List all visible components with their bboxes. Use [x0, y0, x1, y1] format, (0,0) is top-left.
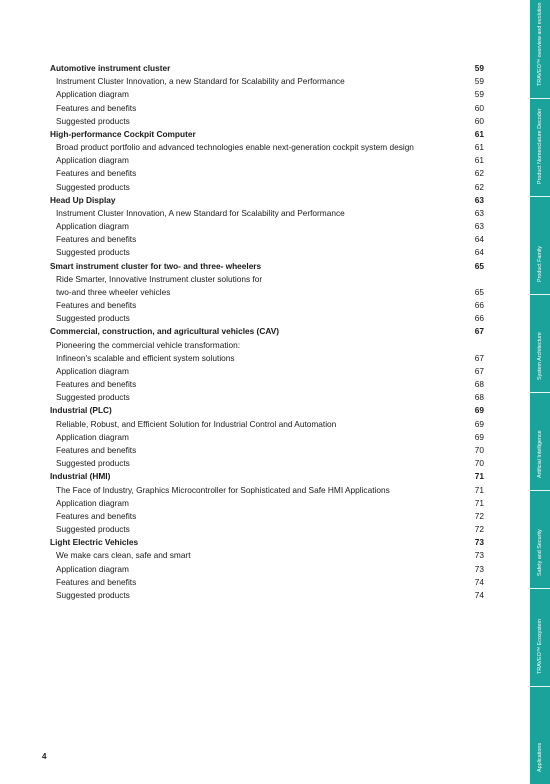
toc-subentry[interactable]: [50, 497, 484, 510]
toc-entry-title: High-performance Cockpit Computer: [50, 128, 196, 139]
toc-subentry[interactable]: [50, 365, 484, 378]
toc-entry-page: 73: [474, 563, 484, 574]
sidebar-tab-label: Product Nomenclature Decoder: [537, 108, 543, 184]
toc-section-entry[interactable]: [50, 260, 484, 273]
sidebar-tab[interactable]: [530, 0, 550, 98]
toc-entry-title: Features and benefits: [56, 510, 137, 521]
toc-section-entry[interactable]: [50, 536, 484, 549]
toc-subentry[interactable]: [50, 339, 484, 352]
toc-entry-page: 66: [474, 300, 484, 311]
toc-subentry[interactable]: [50, 181, 484, 194]
toc-entry-page: 74: [474, 576, 484, 587]
toc-subentry[interactable]: [50, 576, 484, 589]
toc-entry-title: Suggested products: [56, 247, 130, 258]
toc-entry-page: 69: [474, 431, 484, 442]
toc-entry-title: Automotive instrument cluster: [50, 63, 171, 73]
toc-subentry[interactable]: [50, 75, 484, 88]
toc-entry-page: 71: [474, 471, 484, 482]
toc-subentry[interactable]: [50, 246, 484, 259]
toc-entry-title: Reliable, Robust, and Efficient Solution for Industrial Control and Automation: [56, 418, 337, 429]
toc-entry-title: Features and benefits: [56, 300, 137, 311]
toc-entry-title: Application diagram: [56, 431, 129, 442]
toc-section-entry[interactable]: [50, 194, 484, 207]
toc-entry-page: 59: [474, 89, 484, 100]
sidebar-tab[interactable]: [530, 294, 550, 392]
toc-subentry[interactable]: [50, 352, 484, 365]
toc-entry-title: Head Up Display: [50, 194, 116, 205]
sidebar-tab-label: Artificial Intelligence: [537, 430, 543, 478]
toc-entry-title: Application diagram: [56, 89, 129, 100]
sidebar-tab-label: System Architecture: [537, 332, 543, 380]
toc-entry-title: Features and benefits: [56, 444, 137, 455]
sidebar-tab-label: Safety and Security: [537, 529, 543, 576]
toc-entry-title: Application diagram: [56, 497, 129, 508]
sidebar-tab[interactable]: [530, 392, 550, 490]
toc-entry-title: We make cars clean, safe and smart: [56, 550, 191, 561]
toc-entry-title: Suggested products: [56, 313, 130, 324]
toc-entry-title: Application diagram: [56, 365, 129, 376]
toc-entry-title: Ride Smarter, Innovative Instrument cluster solutions for: [56, 273, 263, 284]
toc-entry-page: 68: [474, 379, 484, 390]
toc-entry-page: 63: [474, 207, 484, 218]
toc-entry-page: 74: [474, 589, 484, 600]
toc-section-entry[interactable]: [50, 128, 484, 141]
toc-subentry[interactable]: [50, 207, 484, 220]
toc-entry-page: 62: [474, 181, 484, 192]
toc-entry-title: Infineon's scalable and efficient system solutions: [56, 352, 235, 363]
toc-subentry[interactable]: [50, 299, 484, 312]
toc-section-entry[interactable]: [50, 62, 484, 75]
toc-entry-title: Features and benefits: [56, 234, 137, 245]
toc-entry-page: 65: [474, 286, 484, 297]
toc-entry-page: 64: [474, 247, 484, 258]
toc-entry-page: 64: [474, 234, 484, 245]
table-of-contents: [50, 62, 484, 602]
toc-entry-page: 59: [474, 76, 484, 87]
toc-subentry[interactable]: [50, 510, 484, 523]
toc-subentry[interactable]: [50, 102, 484, 115]
sidebar-tab-label: Applications: [537, 742, 543, 772]
toc-entry-page: 71: [474, 497, 484, 508]
toc-subentry[interactable]: [50, 418, 484, 431]
toc-entry-title: Instrument Cluster Innovation, A new Standard for Scalability and Performance: [56, 207, 345, 218]
toc-subentry[interactable]: [50, 457, 484, 470]
toc-section-entry[interactable]: [50, 404, 484, 417]
toc-subentry[interactable]: [50, 115, 484, 128]
toc-entry-page: 61: [474, 155, 484, 166]
toc-entry-page: 60: [474, 115, 484, 126]
toc-entry-page: 73: [474, 550, 484, 561]
toc-entry-page: 67: [474, 352, 484, 363]
toc-subentry[interactable]: [50, 431, 484, 444]
toc-entry-page: 73: [474, 537, 484, 548]
section-sidebar: [530, 0, 550, 784]
toc-entry-page: 65: [474, 260, 484, 271]
toc-section-entry[interactable]: [50, 325, 484, 338]
sidebar-tab[interactable]: [530, 686, 550, 784]
toc-entry-page: 70: [474, 458, 484, 469]
toc-entry-page: 61: [474, 128, 484, 139]
toc-subentry[interactable]: [50, 312, 484, 325]
toc-subentry[interactable]: [50, 378, 484, 391]
toc-entry-title: Features and benefits: [56, 379, 137, 390]
toc-entry-title: Application diagram: [56, 221, 129, 232]
toc-subentry[interactable]: [50, 589, 484, 602]
toc-subentry[interactable]: [50, 444, 484, 457]
toc-subentry[interactable]: [50, 220, 484, 233]
toc-entry-title: Features and benefits: [56, 102, 137, 113]
toc-entry-page: 72: [474, 510, 484, 521]
toc-subentry[interactable]: [50, 391, 484, 404]
toc-entry-page: 69: [474, 418, 484, 429]
toc-subentry[interactable]: [50, 484, 484, 497]
toc-entry-title: Broad product portfolio and advanced technologies enable next-generation cockpit system design: [56, 142, 414, 153]
toc-entry-title: Commercial, construction, and agricultural vehicles (CAV): [50, 326, 279, 337]
toc-entry-page: 71: [474, 484, 484, 495]
toc-entry-title: Suggested products: [56, 181, 130, 192]
toc-entry-title: Pioneering the commercial vehicle transformation:: [56, 339, 240, 350]
toc-entry-page: 62: [474, 168, 484, 179]
sidebar-tab[interactable]: [530, 490, 550, 588]
sidebar-tab[interactable]: [530, 98, 550, 196]
toc-subentry[interactable]: [50, 273, 484, 286]
toc-entry-page: 72: [474, 524, 484, 535]
toc-entry-title: Features and benefits: [56, 168, 137, 179]
toc-entry-page: 63: [474, 194, 484, 205]
toc-entry-page: 67: [474, 326, 484, 337]
toc-entry-title: Smart instrument cluster for two- and three- wheelers: [50, 260, 262, 271]
toc-subentry[interactable]: [50, 549, 484, 562]
toc-entry-page: 69: [474, 405, 484, 416]
toc-subentry[interactable]: [50, 154, 484, 167]
sidebar-tab-label: Product Family: [537, 246, 543, 282]
toc-entry-page: 60: [474, 102, 484, 113]
page-number: 4: [42, 752, 47, 761]
sidebar-tab-label: TRAVEO™ overview and evolution: [537, 2, 543, 86]
sidebar-tab[interactable]: [530, 196, 550, 294]
toc-subentry[interactable]: [50, 286, 484, 299]
toc-entry-title: Industrial (PLC): [50, 405, 112, 416]
toc-entry-title: Light Electric Vehicles: [50, 537, 139, 548]
toc-entry-title: Application diagram: [56, 563, 129, 574]
toc-entry-page: 59: [474, 63, 484, 73]
toc-entry-title: Suggested products: [56, 589, 130, 600]
toc-entry-page: 63: [474, 221, 484, 232]
sidebar-tab-label: TRAVEO™ Ecosystem: [537, 618, 543, 674]
toc-entry-page: 61: [474, 142, 484, 153]
toc-entry-title: Suggested products: [56, 392, 130, 403]
toc-subentry[interactable]: [50, 88, 484, 101]
toc-subentry[interactable]: [50, 563, 484, 576]
toc-entry-page: 67: [474, 365, 484, 376]
toc-entry-title: Suggested products: [56, 458, 130, 469]
toc-entry-title: Application diagram: [56, 155, 129, 166]
toc-entry-title: The Face of Industry, Graphics Microcontroller for Sophisticated and Safe HMI Applications: [56, 484, 390, 495]
toc-subentry[interactable]: [50, 233, 484, 246]
toc-entry-page: 66: [474, 313, 484, 324]
toc-entry-title: Industrial (HMI): [50, 471, 111, 482]
toc-subentry[interactable]: [50, 167, 484, 180]
toc-entry-title: Suggested products: [56, 524, 130, 535]
toc-entry-title: Features and benefits: [56, 576, 137, 587]
toc-entry-page: 70: [474, 444, 484, 455]
toc-subentry[interactable]: [50, 523, 484, 536]
toc-entry-title: Instrument Cluster Innovation, a new Standard for Scalability and Performance: [56, 76, 345, 87]
toc-subentry[interactable]: [50, 141, 484, 154]
toc-entry-title: Suggested products: [56, 115, 130, 126]
sidebar-tab[interactable]: [530, 588, 550, 686]
toc-entry-page: 68: [474, 392, 484, 403]
toc-entry-title: two-and three wheeler vehicles: [56, 286, 171, 297]
toc-section-entry[interactable]: [50, 470, 484, 483]
